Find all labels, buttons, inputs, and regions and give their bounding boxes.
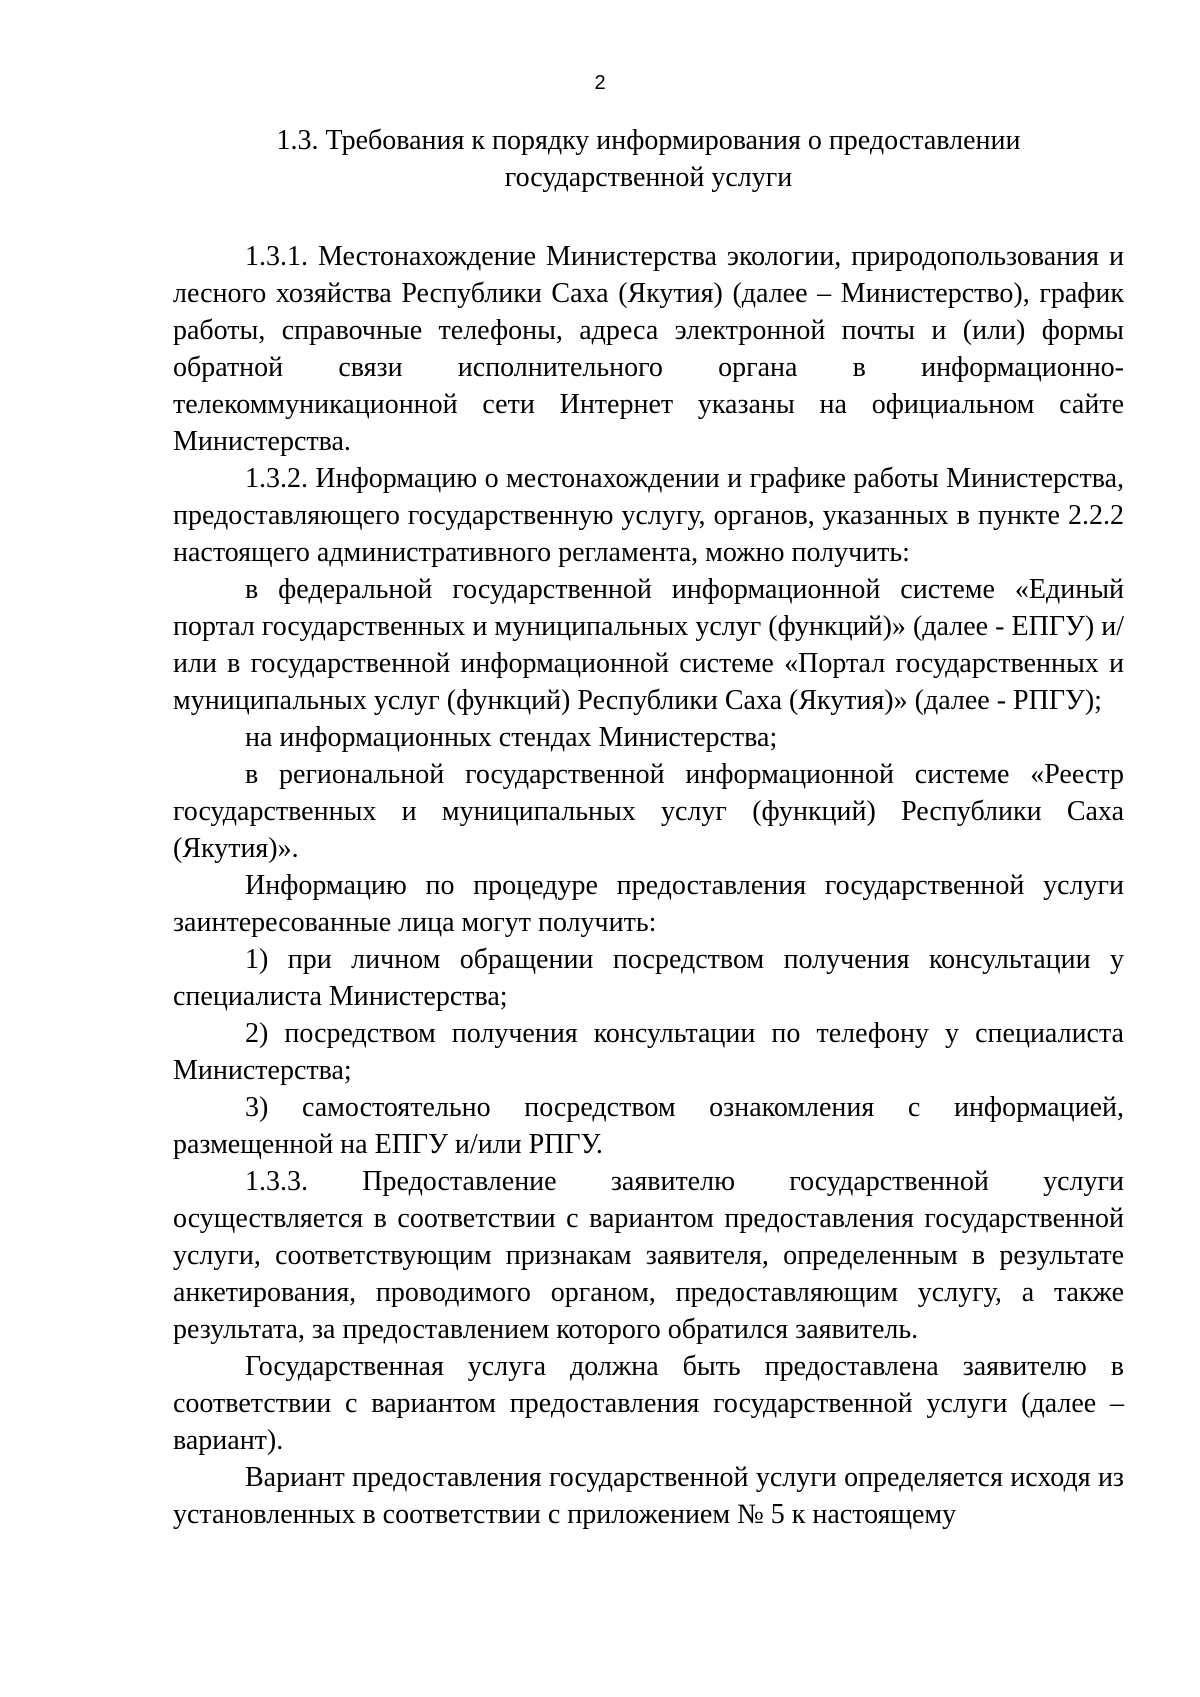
list-item-1: 1) при личном обращении посредством получения консультации у специалиста Министерства; — [173, 944, 1124, 1012]
paragraph-1-3-2: 1.3.2. Информацию о местонахождении и графике работы Министерства, предоставляющего государственную услугу, органов, указанных в пункте 2.2.2 настоящего административного регламента, можно получить: — [173, 463, 1124, 568]
paragraph-1-3-3: 1.3.3. Предоставление заявителю государственной услуги осуществляется в соответствии с вариантом предоставления государственной услуги, соответствующим признакам заявителя, определенным в результате анкетирования, проводимого органом, предоставляющим услугу, а также результата, за предоставлением которого обратился заявитель. — [173, 1166, 1124, 1345]
section-heading-line-2: государственной услуги — [504, 162, 793, 193]
paragraph-procedure-info: Информацию по процедуре предоставления государственной услуги заинтересованные лица могут получить: — [173, 870, 1124, 938]
paragraph-registry: в региональной государственной информационной системе «Реестр государственных и муниципальных услуг (функций) Республики Саха (Якутия)». — [173, 759, 1124, 864]
list-item-3: 3) самостоятельно посредством ознакомления с информацией, размещенной на ЕПГУ и/или РПГУ. — [173, 1092, 1124, 1160]
paragraph-variant: Государственная услуга должна быть предоставлена заявителю в соответствии с вариантом предоставления государственной услуги (далее – вариант). — [173, 1351, 1124, 1456]
page-number: 2 — [594, 72, 606, 94]
paragraph-epgu: в федеральной государственной информационной системе «Единый портал государственных и муниципальных услуг (функций)» (далее - ЕПГУ) и/или в государственной информационной системе «Портал государственных и муниципальных услуг (функций) Республики Саха (Якутия)» (далее - РПГУ); — [173, 574, 1124, 716]
list-item-2: 2) посредством получения консультации по телефону у специалиста Министерства; — [173, 1018, 1124, 1086]
paragraph-1-3-1: 1.3.1. Местонахождение Министерства экологии, природопользования и лесного хозяйства Республики Саха (Якутия) (далее – Министерство), график работы, справочные телефоны, адреса электронной почты и (или) формы обратной связи исполнительного органа в информационно-телекоммуникационной сети Интернет указаны на официальном сайте Министерства. — [173, 241, 1124, 457]
section-heading — [173, 122, 1124, 196]
paragraph-variant-determination: Вариант предоставления государственной услуги определяется исходя из установленных в соответствии с приложением № 5 к настоящему — [173, 1462, 1124, 1530]
section-heading-line-1: 1.3. Требования к порядку информирования о предоставлении — [276, 125, 1021, 156]
paragraph-stands: на информационных стендах Министерства; — [245, 722, 778, 753]
document-body — [173, 238, 1124, 1533]
